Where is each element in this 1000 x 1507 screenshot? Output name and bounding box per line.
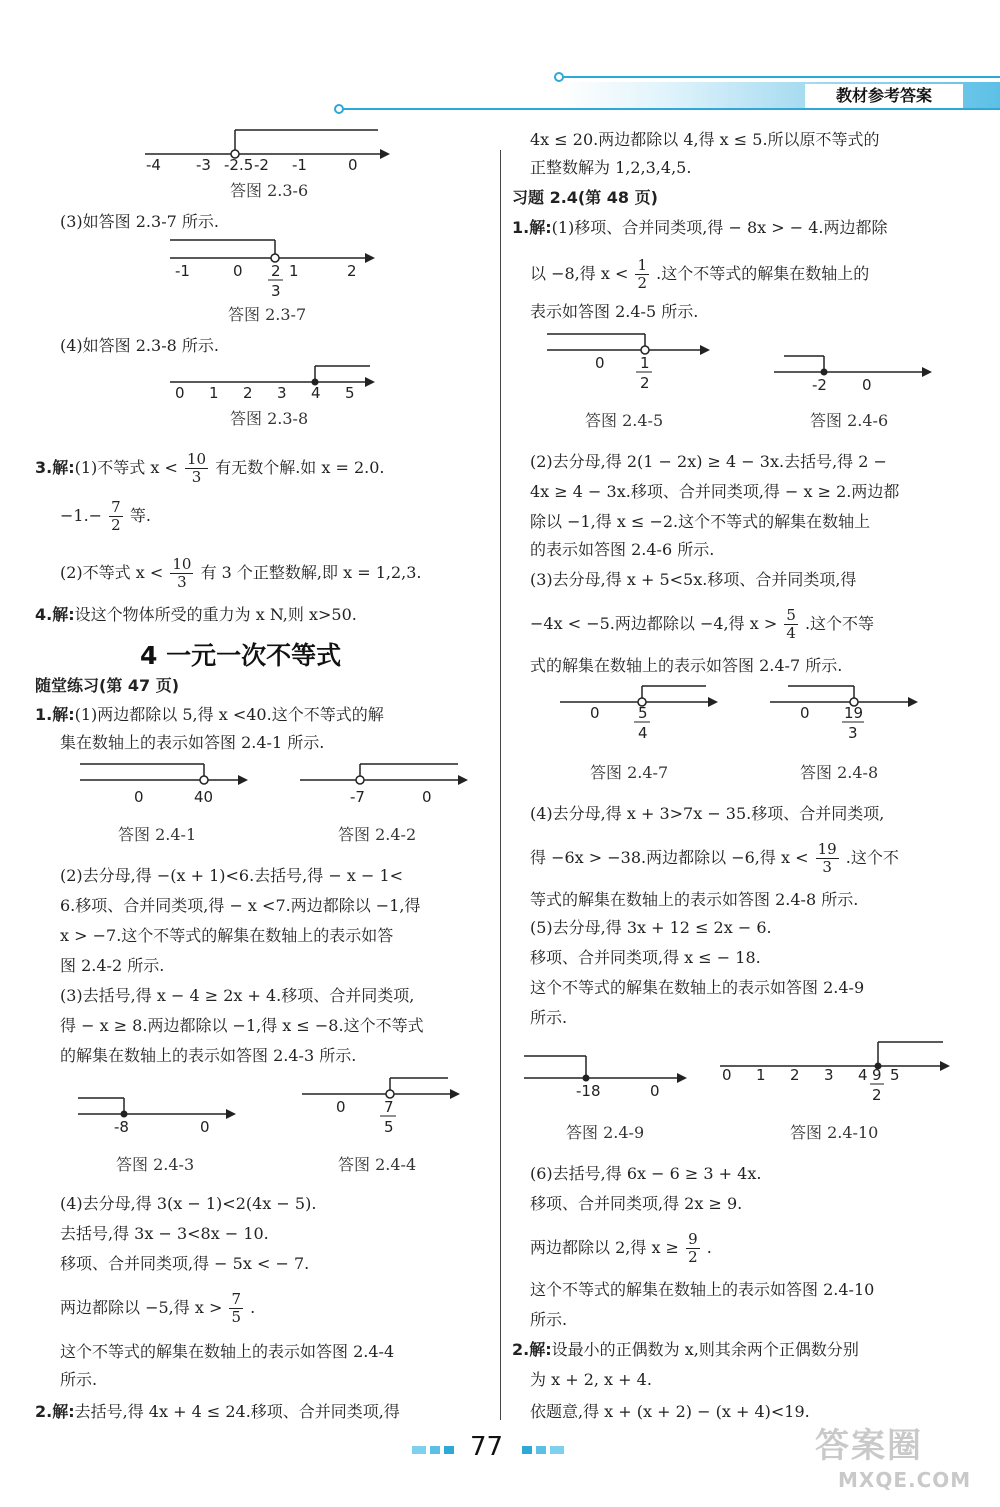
r-line-1: 4x ≤ 20.两边都除以 4,得 x ≤ 5.所以原不等式的	[530, 130, 880, 149]
caption-2-4-1: 答图 2.4-1	[118, 825, 197, 844]
tick-label: -3	[196, 156, 211, 174]
p4-line-2: 去括号,得 3x − 3<8x − 10.	[60, 1224, 269, 1243]
r-line-2: 正整数解为 1,2,3,4,5.	[530, 158, 692, 177]
tick-label: 0	[800, 704, 810, 722]
tick-label: -1	[175, 262, 190, 280]
tick-label: 4	[638, 724, 648, 742]
e5-line-3: 这个不等式的解集在数轴上的表示如答图 2.4-9	[530, 978, 865, 997]
tick-label: -8	[114, 1118, 129, 1136]
tick-label: 5	[384, 1118, 394, 1136]
p4-line-1: (4)去分母,得 3(x − 1)<2(4x − 5).	[60, 1194, 317, 1213]
tick-label: 0	[175, 384, 185, 402]
p4-line-3: 移项、合并同类项,得 − 5x < − 7.	[60, 1254, 310, 1273]
caption-2-4-9: 答图 2.4-9	[566, 1123, 645, 1142]
p4-line-6: 所示.	[60, 1370, 98, 1389]
page-number: 77	[470, 1432, 504, 1462]
line-2-3-8-intro: (4)如答图 2.3-8 所示.	[60, 336, 219, 355]
p3-line-3: 的解集在数轴上的表示如答图 2.4-3 所示.	[60, 1046, 357, 1065]
header-line-upper	[560, 76, 1000, 78]
tick-label: 3	[277, 384, 287, 402]
tick-label: 0	[200, 1118, 210, 1136]
q3-line-2: −1.− $\frac{7}{2}$ 等.	[60, 498, 151, 534]
caption-2-3-8: 答图 2.3-8	[230, 409, 309, 428]
header-dot-upper	[554, 72, 564, 82]
tick-label: 3	[271, 282, 281, 300]
q3-line-3: (2)不等式 x < $\frac{10}{3}$ 有 3 个正整数解,即 x = 1,2,3.	[60, 555, 422, 591]
number-line-2-4-5	[545, 332, 725, 394]
fraction: $\frac{9}{2}$	[688, 1230, 698, 1266]
p2-line-4: 图 2.4-2 所示.	[60, 956, 165, 975]
e2-line-3: 除以 −1,得 x ≤ −2.这个不等式的解集在数轴上	[530, 512, 871, 531]
number-line-2-4-6	[772, 354, 952, 404]
caption-2-4-5: 答图 2.4-5	[585, 411, 664, 430]
caption-2-4-7: 答图 2.4-7	[590, 763, 669, 782]
q2-line-1: 2.解:去括号,得 4x + 4 ≤ 24.移项、合并同类项,得	[35, 1402, 400, 1421]
tick-label: 0	[233, 262, 243, 280]
tick-label: 0	[590, 704, 600, 722]
fraction: $\frac{10}{3}$	[172, 555, 192, 591]
fraction: $\frac{5}{4}$	[786, 606, 796, 642]
p2-line-3: x > −7.这个不等式的解集在数轴上的表示如答	[60, 926, 394, 945]
e6-line-2: 移项、合并同类项,得 2x ≥ 9.	[530, 1194, 743, 1213]
tick-label: 2	[271, 262, 281, 280]
tick-label: -2.5	[224, 156, 254, 174]
tick-label: 0	[650, 1082, 660, 1100]
e4-line-3: 等式的解集在数轴上的表示如答图 2.4-8 所示.	[530, 890, 859, 909]
caption-2-4-8: 答图 2.4-8	[800, 763, 879, 782]
tick-label: -2	[254, 156, 269, 174]
e5-line-2: 移项、合并同类项,得 x ≤ − 18.	[530, 948, 761, 967]
tick-label: 5	[345, 384, 355, 402]
caption-2-4-10: 答图 2.4-10	[790, 1123, 879, 1142]
tick-label: 1	[640, 354, 650, 372]
page-dots-left	[412, 1446, 462, 1454]
e7-line-3: 依题意,得 x + (x + 2) − (x + 4)<19.	[530, 1402, 810, 1421]
tick-label: 19	[844, 704, 864, 722]
p4-line-4: 两边都除以 −5,得 x > $\frac{7}{5}$ .	[60, 1290, 256, 1326]
tick-label: -1	[292, 156, 307, 174]
line-2-3-7-intro: (3)如答图 2.3-7 所示.	[60, 212, 219, 231]
q3-line-1: 3.解:(1)不等式 x < $\frac{10}{3}$ 有无数个解.如 x = 2.0.	[35, 450, 385, 486]
watermark-logo: 答案圈	[815, 1426, 923, 1466]
tick-label: 0	[134, 788, 144, 806]
tick-label: 3	[848, 724, 858, 742]
q3-label: 3.解:	[35, 458, 75, 477]
tick-label: 4	[311, 384, 321, 402]
number-line-2-3-7	[165, 240, 385, 300]
tick-label: 2	[790, 1066, 800, 1084]
header-title: 教材参考答案	[805, 84, 963, 108]
caption-2-4-4: 答图 2.4-4	[338, 1155, 417, 1174]
caption-2-4-2: 答图 2.4-2	[338, 825, 417, 844]
number-line-2-3-6	[140, 120, 400, 180]
e6-line-3: 两边都除以 2,得 x ≥ $\frac{9}{2}$ .	[530, 1230, 712, 1266]
e1-line-2: 以 −8,得 x < $\frac{1}{2}$ .这个不等式的解集在数轴上的	[530, 256, 870, 292]
e2-line-1: (2)去分母,得 2(1 − 2x) ≥ 4 − 3x.去括号,得 2 −	[530, 452, 887, 471]
e3-line-1: (3)去分母,得 x + 5<5x.移项、合并同类项,得	[530, 570, 857, 589]
tick-label: -4	[146, 156, 161, 174]
tick-label: 2	[243, 384, 253, 402]
e2-line-4: 的表示如答图 2.4-6 所示.	[530, 540, 715, 559]
number-line-2-4-8	[768, 684, 948, 746]
p3-line-2: 得 − x ≥ 8.两边都除以 −1,得 x ≤ −8.这个不等式	[60, 1016, 424, 1035]
number-line-2-4-9	[522, 1052, 702, 1102]
caption-2-3-6: 答图 2.3-6	[230, 181, 309, 200]
number-line-2-4-1	[78, 760, 258, 810]
caption-2-4-6: 答图 2.4-6	[810, 411, 889, 430]
e1-line-1: 1.解:(1)移项、合并同类项,得 − 8x > − 4.两边都除	[512, 218, 888, 237]
p4-line-5: 这个不等式的解集在数轴上的表示如答图 2.4-4	[60, 1342, 395, 1361]
tick-label: 2	[872, 1086, 882, 1104]
tick-label: 2	[640, 374, 650, 392]
tick-label: 7	[384, 1098, 394, 1116]
header-line-lower	[340, 108, 1000, 110]
tick-label: -2	[812, 376, 827, 394]
tick-label: 2	[347, 262, 357, 280]
tick-label: 0	[722, 1066, 732, 1084]
tick-label: 0	[422, 788, 432, 806]
e3-line-3: 式的解集在数轴上的表示如答图 2.4-7 所示.	[530, 656, 843, 675]
e2-line-2: 4x ≥ 4 − 3x.移项、合并同类项,得 − x ≥ 2.两边都	[530, 482, 900, 501]
caption-2-3-7: 答图 2.3-7	[228, 305, 307, 324]
practice-title: 随堂练习(第 47 页)	[35, 676, 180, 695]
e3-line-2: −4x < −5.两边都除以 −4,得 x > $\frac{5}{4}$ .这个不等	[530, 606, 875, 642]
p2-line-2: 6.移项、合并同类项,得 − x <7.两边都除以 −1,得	[60, 896, 421, 915]
page-dots-right	[522, 1446, 572, 1454]
tick-label: 1	[756, 1066, 766, 1084]
column-divider	[500, 150, 501, 1420]
tick-label: 0	[862, 376, 872, 394]
tick-label: 1	[209, 384, 219, 402]
e6-line-4: 这个不等式的解集在数轴上的表示如答图 2.4-10	[530, 1280, 875, 1299]
header-dot-lower	[334, 104, 344, 114]
tick-label: 0	[595, 354, 605, 372]
caption-2-4-3: 答图 2.4-3	[116, 1155, 195, 1174]
p3-line-1: (3)去括号,得 x − 4 ≥ 2x + 4.移项、合并同类项,	[60, 986, 415, 1005]
tick-label: 5	[890, 1066, 900, 1084]
e7-line-2: 为 x + 2, x + 4.	[530, 1370, 652, 1389]
tick-label: 0	[336, 1098, 346, 1116]
tick-label: 9	[872, 1066, 882, 1084]
e4-line-2: 得 −6x > −38.两边都除以 −6,得 x < $\frac{19}{3}$ .这个不	[530, 840, 899, 876]
fraction: $\frac{7}{2}$	[111, 498, 121, 534]
watermark-url: MXQE.COM	[838, 1468, 972, 1492]
e1-line-3: 表示如答图 2.4-5 所示.	[530, 302, 699, 321]
e4-line-1: (4)去分母,得 x + 3>7x − 35.移项、合并同类项,	[530, 804, 885, 823]
e6-line-5: 所示.	[530, 1310, 568, 1329]
fraction: $\frac{10}{3}$	[187, 450, 207, 486]
tick-label: 5	[638, 704, 648, 722]
e7-line-1: 2.解:设最小的正偶数为 x,则其余两个正偶数分别	[512, 1340, 859, 1359]
e5-line-1: (5)去分母,得 3x + 12 ≤ 2x − 6.	[530, 918, 772, 937]
tick-label: 0	[348, 156, 358, 174]
e5-line-4: 所示.	[530, 1008, 568, 1027]
tick-label: -7	[350, 788, 365, 806]
e6-line-1: (6)去括号,得 6x − 6 ≥ 3 + 4x.	[530, 1164, 762, 1183]
section-title: 4 一元一次不等式	[140, 641, 342, 670]
exercise-title: 习题 2.4(第 48 页)	[512, 188, 658, 207]
tick-label: 1	[289, 262, 299, 280]
fraction: $\frac{19}{3}$	[817, 840, 837, 876]
p1-line-1: 1.解:(1)两边都除以 5,得 x <40.这个不等式的解	[35, 705, 384, 724]
p2-line-1: (2)去分母,得 −(x + 1)<6.去括号,得 − x − 1<	[60, 866, 404, 885]
number-line-2-4-4	[300, 1074, 480, 1136]
q4-line: 4.解:设这个物体所受的重力为 x N,则 x>50.	[35, 605, 357, 624]
tick-label: 3	[824, 1066, 834, 1084]
p1-line-2: 集在数轴上的表示如答图 2.4-1 所示.	[60, 733, 325, 752]
number-line-2-4-2	[298, 760, 478, 810]
tick-label: -18	[576, 1082, 601, 1100]
tick-label: 4	[858, 1066, 868, 1084]
number-line-2-4-7	[558, 684, 738, 746]
fraction: $\frac{1}{2}$	[637, 256, 648, 292]
number-line-2-4-10	[718, 1038, 958, 1104]
number-line-2-3-8	[165, 366, 385, 406]
fraction: $\frac{7}{5}$	[231, 1290, 242, 1326]
tick-label: 40	[194, 788, 214, 806]
number-line-2-4-3	[76, 1094, 256, 1144]
